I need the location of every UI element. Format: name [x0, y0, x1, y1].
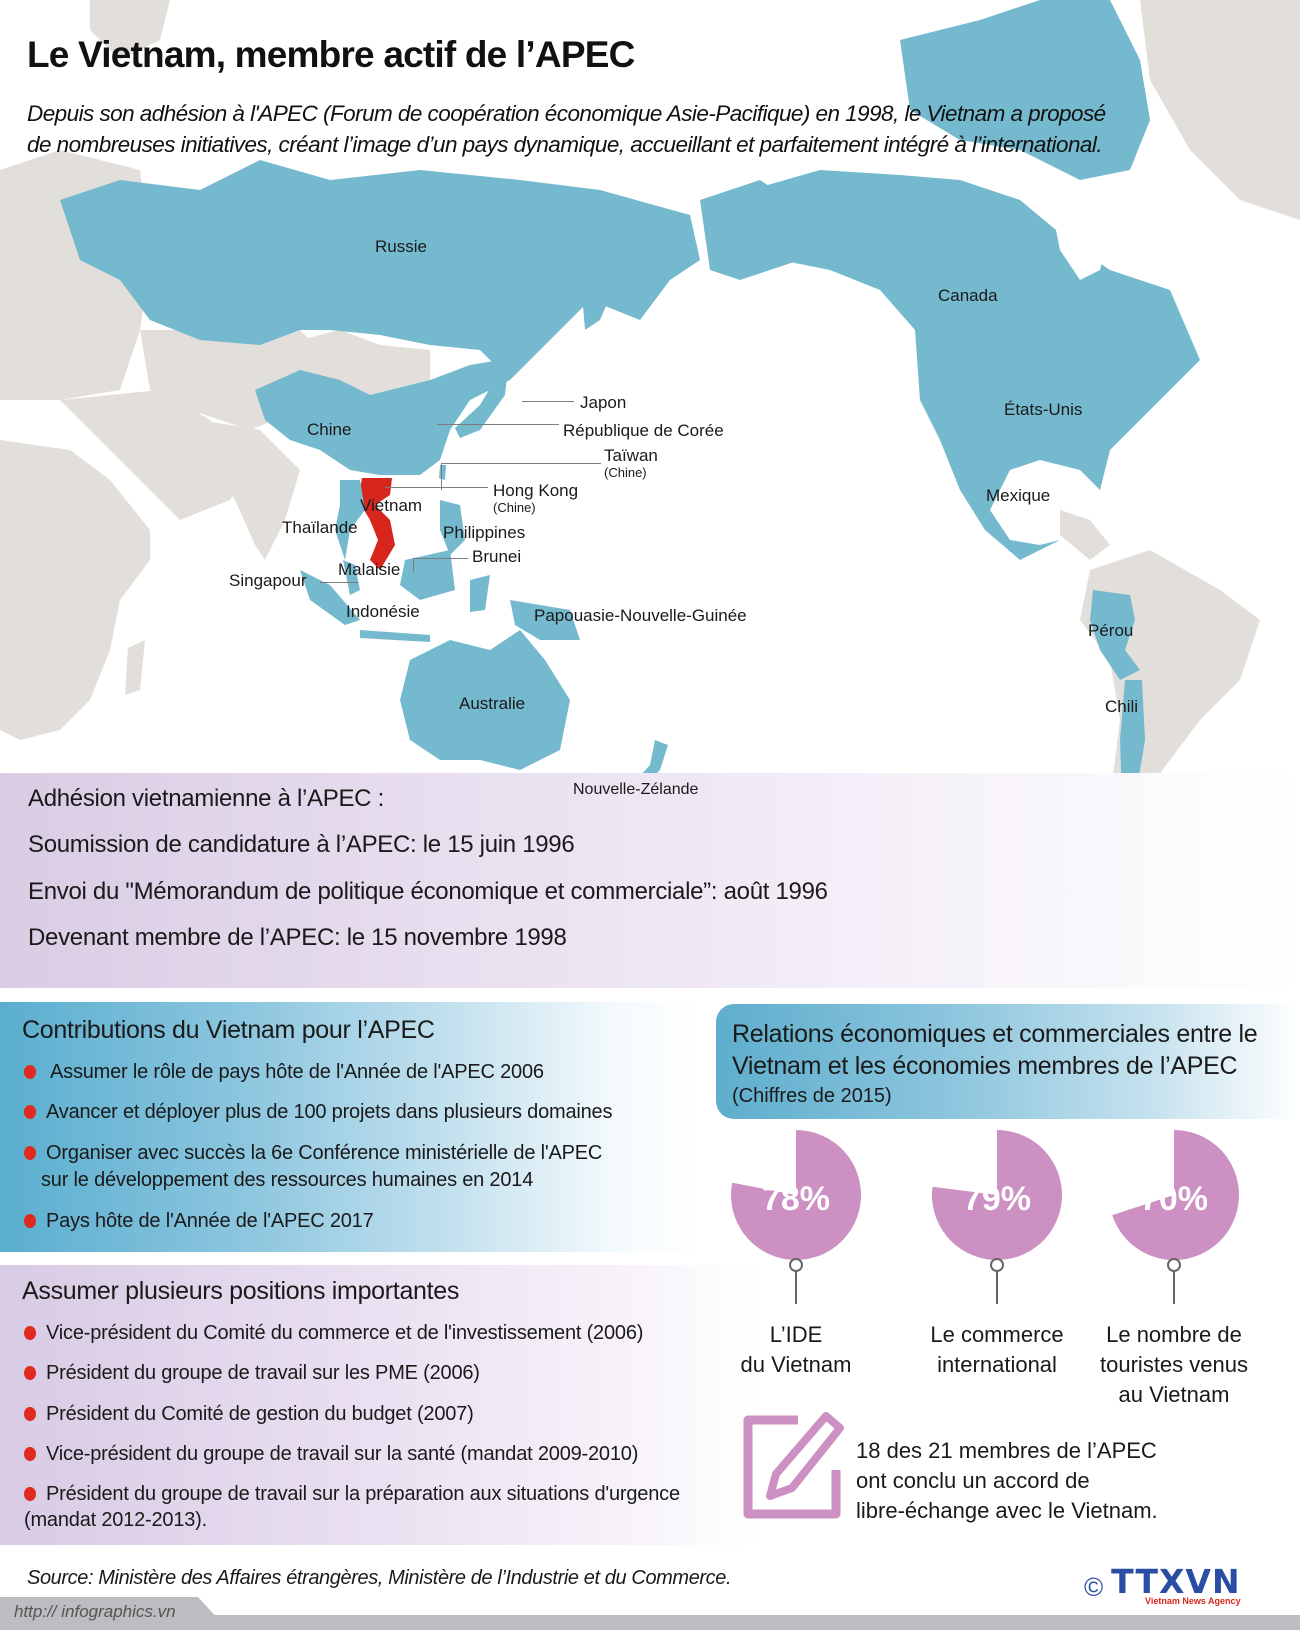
- position-item-cont: (mandat 2012-2013).: [24, 1509, 207, 1531]
- copyright-icon: ©: [1084, 1571, 1104, 1602]
- label-australie: Australie: [459, 694, 526, 713]
- java: [360, 630, 430, 642]
- adhesion-item: Envoi du "Mémorandum de politique économique et commerciale”: août 1996: [28, 878, 828, 905]
- contribution-item: Avancer et déployer plus de 100 projets dans plusieurs domaines: [24, 1099, 612, 1126]
- bullet-icon: [24, 1146, 36, 1160]
- label-mexique: Mexique: [986, 486, 1051, 505]
- label-nz: Nouvelle-Zélande: [573, 781, 699, 798]
- north-america-landmass: [740, 170, 1200, 560]
- intro-line-2: de nombreuses initiatives, créant l’image d’un pays dynamique, accueillant et parfaitement intégré à l’international.: [27, 132, 1103, 157]
- intro-line-1: Depuis son adhésion à l'APEC (Forum de coopération économique Asie-Pacifique) en 1998, le Vietnam a proposé: [27, 101, 1106, 126]
- label-usa: États-Unis: [1004, 400, 1083, 419]
- adhesion-item: Devenant membre de l’APEC: le 15 novembre 1998: [28, 924, 567, 951]
- relations-subtitle: (Chiffres de 2015): [732, 1085, 892, 1107]
- label-malaisie: Malaisie: [338, 560, 401, 579]
- fta-text: 18 des 21 membres de l’APEC ont conclu un accord de libre-échange avec le Vietnam.: [856, 1438, 1158, 1523]
- central-america: [1060, 510, 1110, 560]
- position-item: Président du groupe de travail sur la préparation aux situations d'urgence: [24, 1481, 680, 1508]
- pin-icon: [1173, 1264, 1175, 1304]
- bullet-icon: [24, 1214, 36, 1228]
- position-item: Vice-président du Comité du commerce et de l'investissement (2006): [24, 1320, 643, 1347]
- label-hongkong-name: Hong Kong: [493, 481, 579, 500]
- label-png: Papouasie-Nouvelle-Guinée: [534, 606, 747, 625]
- label-thailande: Thaïlande: [282, 518, 358, 537]
- madagascar: [125, 640, 145, 695]
- bullet-icon: [24, 1065, 36, 1079]
- label-taiwan-note: (Chine): [604, 465, 647, 480]
- bullet-icon: [24, 1407, 36, 1421]
- bullet-icon: [24, 1447, 36, 1461]
- leader-taiwan: [441, 463, 601, 464]
- footer-url-link[interactable]: http:// infographics.vn: [14, 1602, 176, 1621]
- source-text: Source: Ministère des Affaires étrangères, Ministère de l’Industrie et du Commerce.: [27, 1567, 732, 1589]
- label-japon: Japon: [580, 393, 627, 412]
- label-coree: République de Corée: [563, 421, 724, 440]
- label-perou: Pérou: [1088, 621, 1134, 640]
- positions-heading: Assumer plusieurs positions importantes: [22, 1277, 460, 1305]
- stat-label: Le nombre de touristes venus au Vietnam: [1100, 1322, 1248, 1407]
- page-title: Le Vietnam, membre actif de l’APEC: [27, 34, 635, 75]
- stat-label: Le commerce international: [930, 1322, 1064, 1377]
- stat-value: 79%: [962, 1180, 1032, 1218]
- adhesion-heading: Adhésion vietnamienne à l’APEC :: [28, 785, 384, 812]
- bullet-icon: [24, 1487, 36, 1501]
- adhesion-item: Soumission de candidature à l’APEC: le 15 juin 1996: [28, 831, 575, 858]
- position-item: Président du groupe de travail sur les PME (2006): [24, 1360, 480, 1387]
- logo-wordmark: TTXVN Vietnam News Agency: [1111, 1562, 1241, 1606]
- stat-label: L’IDE du Vietnam: [740, 1322, 852, 1377]
- stat-ide: [706, 1128, 886, 1380]
- edit-document-icon: [740, 1412, 846, 1522]
- ttxvn-logo: [1084, 1562, 1241, 1606]
- relations-header: [716, 1004, 1300, 1119]
- contribution-item: Assumer le rôle de pays hôte de l'Année de l'APEC 2006: [24, 1059, 544, 1086]
- leader-coree: [437, 424, 559, 425]
- vietnam-landmass: [358, 478, 395, 570]
- leader-brunei: [413, 558, 468, 559]
- label-taiwan: [604, 447, 658, 479]
- stat-touristes: [1084, 1128, 1264, 1410]
- contributions-panel: [0, 1002, 700, 1252]
- pin-icon: [996, 1264, 998, 1304]
- positions-panel: [0, 1265, 760, 1545]
- stat-value: 78%: [761, 1180, 831, 1218]
- label-chine: Chine: [307, 420, 352, 439]
- label-indonesie: Indonésie: [346, 602, 420, 621]
- intro-paragraph: [27, 98, 1277, 160]
- stat-value: 70%: [1139, 1180, 1209, 1218]
- label-canada: Canada: [938, 286, 998, 305]
- contributions-heading: Contributions du Vietnam pour l’APEC: [22, 1016, 435, 1044]
- contribution-item: Pays hôte de l'Année de l'APEC 2017: [24, 1208, 374, 1235]
- adhesion-panel: [0, 773, 1300, 988]
- leader-japon: [522, 401, 574, 402]
- position-item: Président du Comité de gestion du budget (2007): [24, 1401, 474, 1428]
- contribution-item-cont: sur le développement des ressources humaines en 2014: [41, 1169, 534, 1191]
- label-vietnam: Vietnam: [360, 496, 423, 515]
- logo-agency: Vietnam News Agency: [1145, 1596, 1241, 1606]
- leader-singapour: [320, 582, 358, 583]
- leader-taiwan-v: [441, 463, 442, 490]
- position-item: Vice-président du groupe de travail sur la santé (mandat 2009-2010): [24, 1441, 638, 1468]
- bullet-icon: [24, 1326, 36, 1340]
- bullet-icon: [24, 1105, 36, 1119]
- relations-title: Relations économiques et commerciales entre le Vietnam et les économies membres de l’APEC: [732, 1020, 1258, 1080]
- stat-commerce: [907, 1128, 1087, 1380]
- contribution-item: Organiser avec succès la 6e Conférence ministérielle de l'APEC: [24, 1140, 602, 1167]
- bullet-icon: [24, 1366, 36, 1380]
- label-singapour: Singapour: [229, 571, 307, 590]
- label-taiwan-name: Taïwan: [604, 446, 658, 465]
- label-russie: Russie: [375, 237, 427, 256]
- sulawesi: [470, 575, 490, 612]
- label-hongkong: [493, 482, 578, 514]
- label-philippines: Philippines: [443, 523, 526, 542]
- label-chili: Chili: [1105, 697, 1139, 716]
- africa-landmass: [0, 440, 150, 740]
- leader-hongkong: [385, 487, 488, 488]
- leader-brunei-v: [413, 558, 414, 572]
- label-hongkong-note: (Chine): [493, 500, 536, 515]
- label-brunei: Brunei: [472, 547, 522, 566]
- pin-icon: [795, 1264, 797, 1304]
- south-america-landmass: [1080, 550, 1260, 800]
